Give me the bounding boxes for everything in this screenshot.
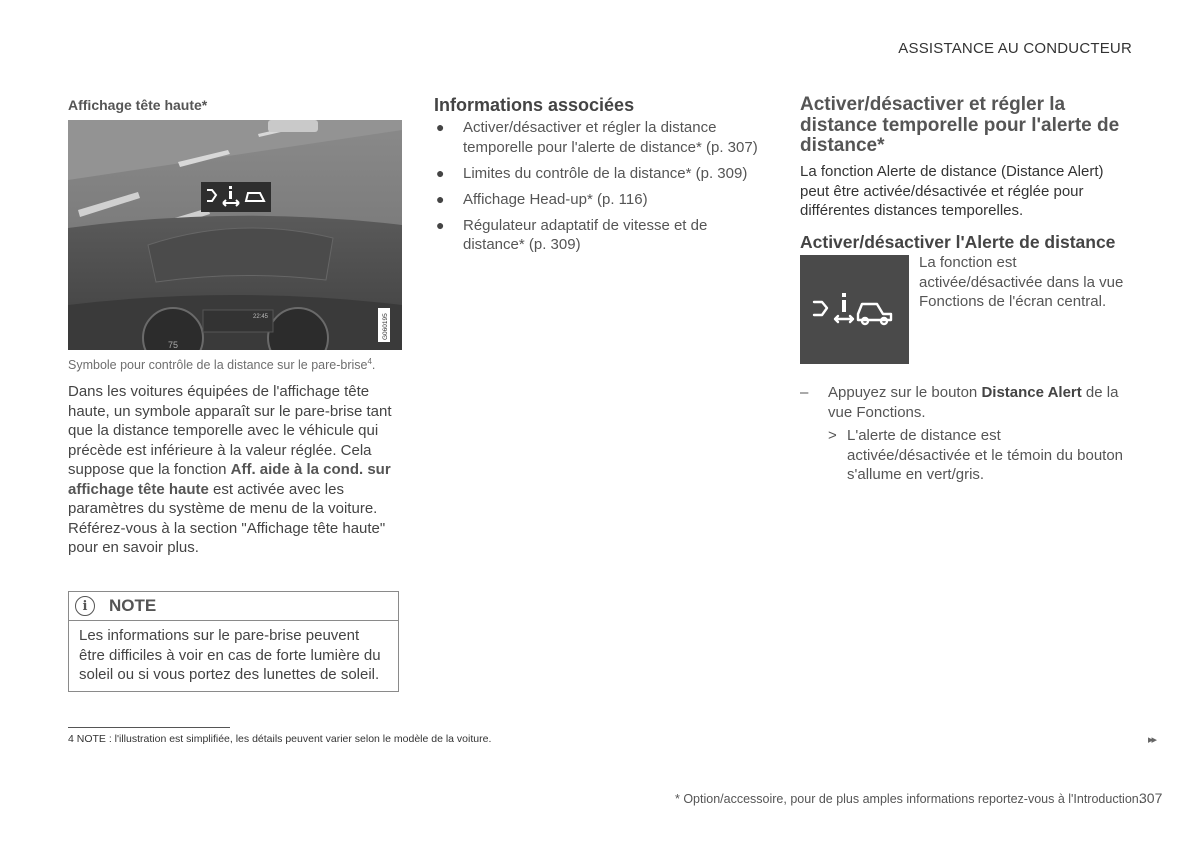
related-link-label[interactable]: Limites du contrôle de la distance* (p. 309) bbox=[463, 164, 748, 182]
step-text bbox=[828, 383, 1135, 422]
hud-illustration bbox=[68, 120, 402, 350]
subsection-title: Activer/désactiver l'Alerte de distance bbox=[800, 232, 1116, 252]
section-title: Activer/désactiver et régler la distance temporelle pour l'alerte de distance* bbox=[800, 94, 1120, 156]
figure-caption bbox=[68, 357, 408, 372]
step-post: de la vue Fonctions. bbox=[828, 384, 1119, 421]
related-link-label[interactable]: Affichage Head-up* (p. 116) bbox=[463, 190, 648, 208]
note-text: Les informations sur le pare-brise peuvent être difficiles à voir en cas de forte lumière du soleil ou si vous portez des lunettes de soleil. bbox=[79, 627, 381, 683]
bullet-icon: ● bbox=[436, 119, 445, 135]
related-info-list bbox=[434, 118, 764, 261]
footnote-divider bbox=[68, 727, 230, 728]
note-box bbox=[68, 591, 399, 692]
note-title: NOTE bbox=[109, 596, 157, 615]
caption-end: . bbox=[371, 358, 376, 373]
related-link[interactable] bbox=[434, 216, 764, 255]
distance-alert-button-label: Distance Alert bbox=[981, 384, 1082, 401]
hud-function-name: Aff. aide à la cond. sur affichage tête haute bbox=[68, 461, 391, 498]
step-pre: Appuyez sur le bouton bbox=[828, 384, 982, 401]
image-code: G060195 bbox=[382, 313, 389, 340]
hud-description bbox=[68, 382, 403, 558]
bullet-icon: ● bbox=[436, 164, 445, 181]
result-text: L'alerte de distance est activée/désactivée et le témoin du bouton s'allume en vert/gris. bbox=[847, 427, 1124, 483]
related-link-label[interactable]: Régulateur adaptatif de vitesse et de distance* (p. 309) bbox=[463, 216, 708, 253]
step-result bbox=[828, 426, 1128, 485]
next-page-icon: ▸▸ bbox=[1148, 734, 1156, 746]
activation-description: La fonction est activée/désactivée dans la vue Fonctions de l'écran central. bbox=[919, 254, 1124, 310]
bullet-icon: ● bbox=[436, 190, 445, 207]
section-header: ASSISTANCE AU CONDUCTEUR bbox=[898, 40, 1132, 57]
caption-text: Symbole pour contrôle de la distance sur le pare-brise bbox=[68, 358, 368, 373]
figure-title: Affichage tête haute* bbox=[68, 97, 208, 113]
hud-scene-illustration bbox=[68, 120, 402, 350]
clock-readout: 22:45 bbox=[253, 314, 269, 320]
related-link[interactable] bbox=[434, 190, 764, 210]
related-link[interactable] bbox=[434, 164, 764, 184]
step-dash: – bbox=[800, 384, 809, 401]
related-link-label[interactable]: Activer/désactiver et régler la distance temporelle pour l'alerte de distance* (p. 307) bbox=[463, 119, 758, 156]
gauge-readout: 75 bbox=[168, 340, 179, 350]
footnote: 4 NOTE : l'illustration est simplifiée, les détails peuvent varier selon le modèle de la voiture. bbox=[68, 733, 492, 745]
distance-alert-symbol bbox=[800, 255, 909, 364]
hud-text-part1: Dans les voitures équipées de l'affichage tête haute, un symbole apparaît sur le pare-brise tant que la distance temporelle avec le véhicule qui précède est inférieure à la valeur réglée. Cela suppose que la fonction bbox=[68, 383, 392, 478]
option-note: * Option/accessoire, pour de plus amples informations reportez-vous à l'Introduction. bbox=[675, 792, 1143, 806]
page-number: 307 bbox=[1139, 790, 1163, 806]
caption-footnote-ref: 4 bbox=[367, 357, 372, 366]
result-marker: > bbox=[828, 427, 837, 444]
info-circle-icon: i bbox=[75, 596, 95, 616]
section-intro: La fonction Alerte de distance (Distance Alert) peut être activée/désactivée et réglée pour différentes distances temporelles. bbox=[800, 163, 1104, 219]
related-info-title: Informations associées bbox=[434, 95, 635, 115]
note-header bbox=[69, 592, 398, 621]
instruction-step bbox=[800, 383, 1135, 422]
related-link[interactable] bbox=[434, 118, 764, 157]
distance-alert-icon bbox=[800, 255, 909, 364]
hud-text-part2: est activée avec les paramètres du système de menu de la voiture. Référez-vous à la section "Affichage tête haute" pour en savoir plus. bbox=[68, 480, 386, 556]
bullet-icon: ● bbox=[436, 216, 445, 233]
